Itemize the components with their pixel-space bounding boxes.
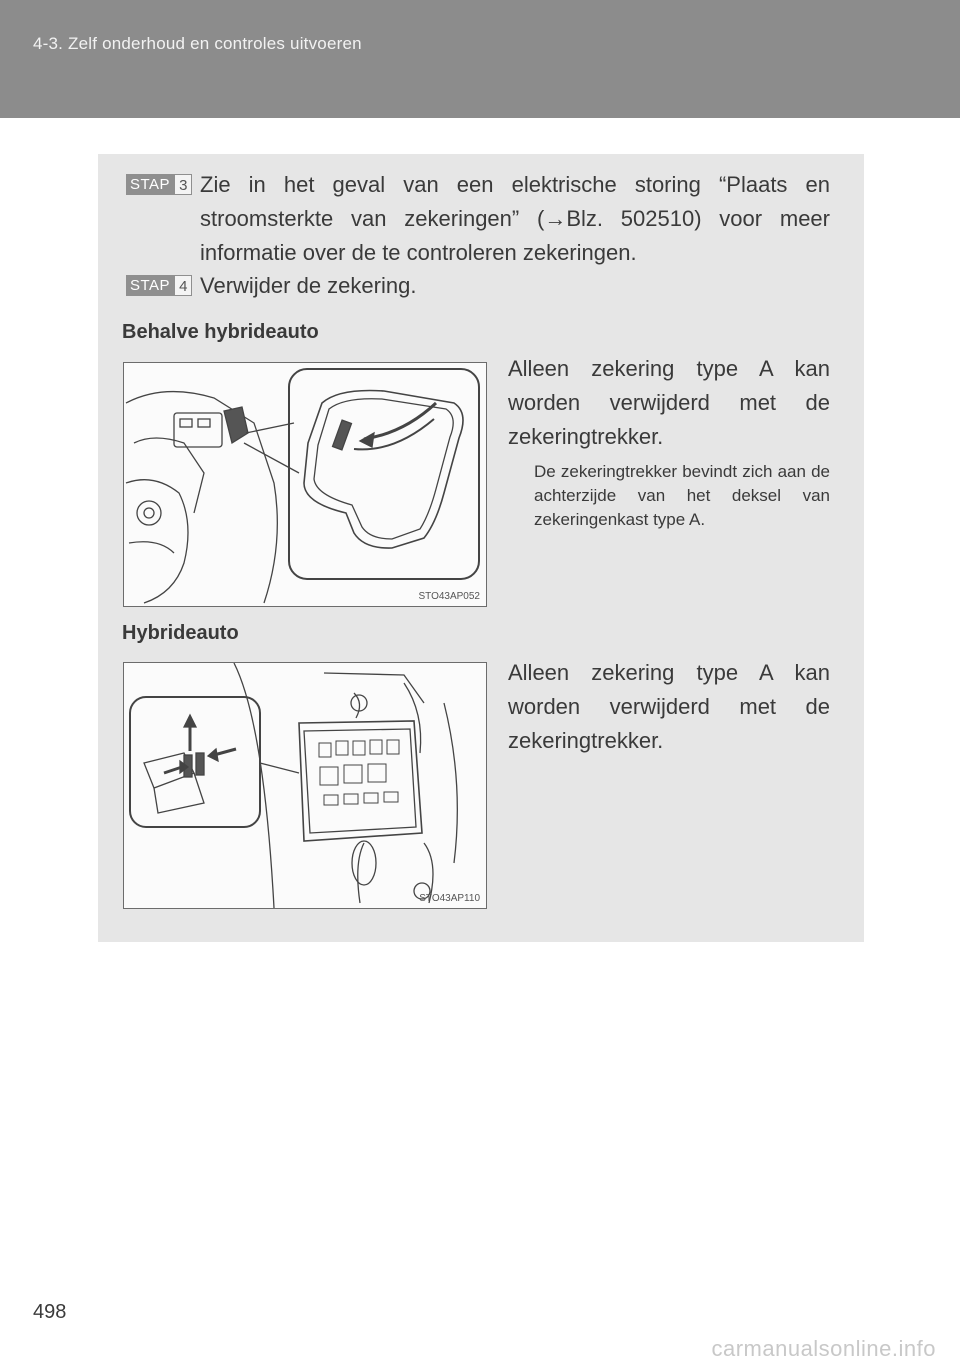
- hybrid-fuse-box-illustration: [123, 662, 487, 909]
- figure-code: STO43AP052: [418, 591, 480, 602]
- step-badge-word: STAP: [126, 275, 174, 296]
- watermark: carmanualsonline.info: [711, 1336, 936, 1361]
- engine-bay-drawing: [124, 363, 486, 606]
- section-text-hybrid: Alleen zekering type A kan worden verwijderd met de zekeringtrekker.: [508, 660, 830, 753]
- step-3: [126, 168, 830, 270]
- figure-code: STO43AP110: [419, 893, 480, 904]
- section-note-non-hybrid: De zekeringtrekker bevindt zich aan de achterzijde van het deksel van zekeringenkast type A.: [534, 462, 830, 529]
- step-badge: [126, 275, 196, 296]
- section-heading-non-hybrid: Behalve hybrideauto: [122, 321, 319, 343]
- step-text: Zie in het geval van een elektrische storing “Plaats en stroomsterkte van zekeringen” (→Blz. 502510) voor meer informatie over de te controleren zekeringen.: [200, 172, 830, 265]
- hybrid-engine-bay-drawing: [124, 663, 486, 908]
- section-heading-hybrid: Hybrideauto: [122, 622, 239, 644]
- page-number: 498: [33, 1301, 67, 1323]
- page-header: [0, 0, 960, 118]
- section-title: 4-3. Zelf onderhoud en controles uitvoeren: [33, 34, 362, 53]
- step-badge: [126, 174, 196, 195]
- step-text: Verwijder de zekering.: [200, 273, 417, 298]
- fuse-puller-illustration: [123, 362, 487, 607]
- step-badge-word: STAP: [126, 174, 174, 195]
- section-text-non-hybrid: Alleen zekering type A kan worden verwijderd met de zekeringtrekker.: [508, 356, 830, 449]
- step-badge-number: 3: [174, 174, 192, 195]
- step-badge-number: 4: [174, 275, 192, 296]
- step-4: [126, 269, 830, 303]
